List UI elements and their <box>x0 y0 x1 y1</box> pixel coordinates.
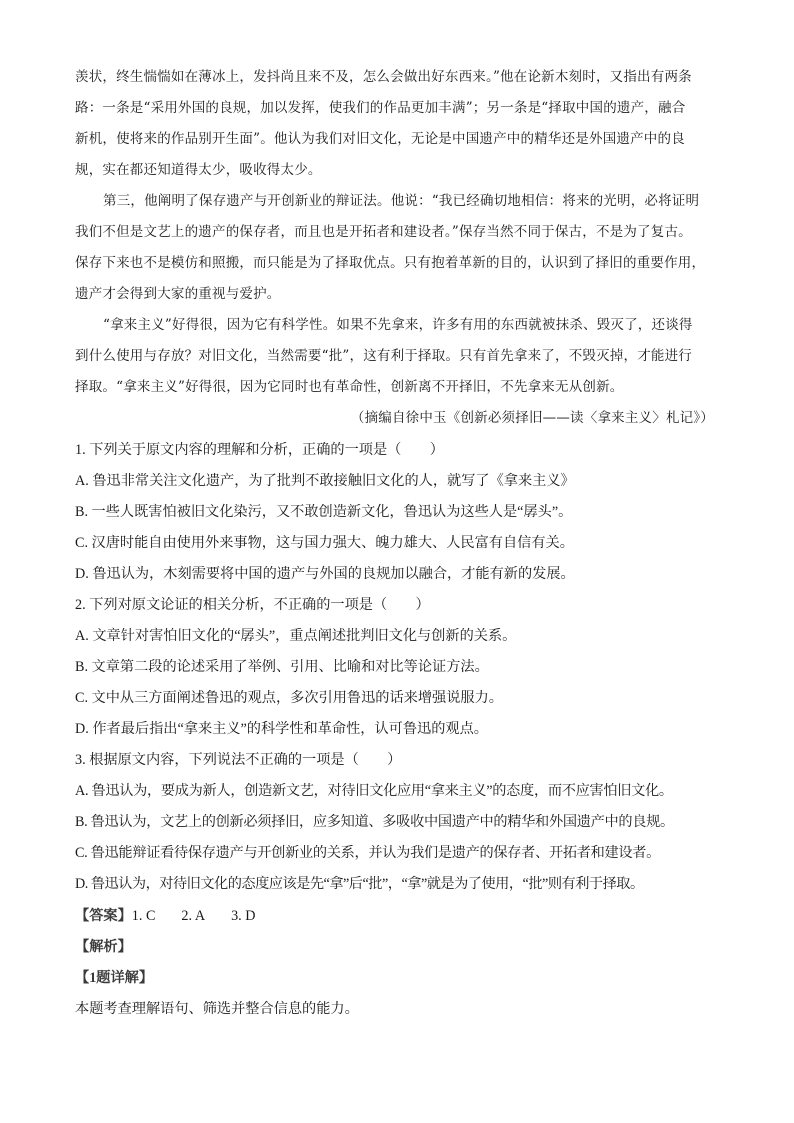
question-stem: 2. 下列对原文论证的相关分析，不正确的一项是（ ） <box>75 597 430 613</box>
question-option: B. 文章第二段的论述采用了举例、引用、比喻和对比等论证方法。 <box>75 659 489 675</box>
analysis-detail-label: 【1题详解】 <box>75 970 154 986</box>
passage-line: 到什么使用与存放？对旧文化，当然需要“批”，这有利于择取。只有首先拿来了，不毁灭掉，才能进行 <box>75 348 693 364</box>
passage-line: 遗产才会得到大家的重视与爱护。 <box>75 286 281 302</box>
question-option: D. 鲁迅认为，木刻需要将中国的遗产与外国的良规加以融合，才能有新的发展。 <box>75 566 575 582</box>
question-option: B. 一些人既害怕被旧文化染污，又不敢创造新文化，鲁迅认为这些人是“孱头”。 <box>75 504 573 520</box>
answer-item: 3. D <box>231 908 256 924</box>
passage-line: 新机，使将来的作品别开生面”。他认为我们对旧文化，无论是中国遗产中的精华还是外国遗产中的良 <box>75 131 685 147</box>
analysis-label: 【解析】 <box>75 939 132 955</box>
passage-line: 择取。“拿来主义”好得很，因为它同时也有革命性，创新离不开择旧，不先拿来无从创新。 <box>75 379 624 395</box>
passage-line: “拿来主义”好得很，因为它有科学性。如果不先拿来，许多有用的东西就被抹杀、毁灭了，还谈得 <box>103 317 693 333</box>
question-option: B. 鲁迅认为，文艺上的创新必须择旧，应多知道、多吸收中国遗产中的精华和外国遗产中的良规。 <box>75 814 674 830</box>
question-option: C. 文中从三方面阐述鲁迅的观点，多次引用鲁迅的话来增强说服力。 <box>75 690 503 706</box>
passage-line: 规，实在都还知道得太少，吸收得太少。 <box>75 162 322 178</box>
passage-source: （摘编自徐中玉《创新必须择旧——读〈拿来主义〉札记》） <box>350 410 714 426</box>
question-option: C. 汉唐时能自由使用外来事物，这与国力强大、魄力雄大、人民富有自信有关。 <box>75 535 574 551</box>
question-stem: 3. 根据原文内容，下列说法不正确的一项是（ ） <box>75 752 402 768</box>
answer-line <box>75 906 720 926</box>
answer-item: 1. C <box>131 908 156 924</box>
passage-line: 保存下来也不是模仿和照搬，而只能是为了择取优点。只有抱着革新的目的，认识到了择旧的重要作用， <box>75 255 706 271</box>
question-option: A. 文章针对害怕旧文化的“孱头”，重点阐述批判旧文化与创新的关系。 <box>75 628 517 644</box>
question-option: C. 鲁迅能辩证看待保存遗产与开创新业的关系，并认为我们是遗产的保存者、开拓者和建设者。 <box>75 845 661 861</box>
analysis-detail-text: 本题考查理解语句、筛选并整合信息的能力。 <box>75 1001 359 1017</box>
passage-line: 路：一条是“采用外国的良规，加以发挥，使我们的作品更加丰满”；另一条是“择取中国的遗产，融合 <box>75 100 686 116</box>
question-option: D. 鲁迅认为，对待旧文化的态度应该是先“拿”后“批”，“拿”就是为了使用，“批”则有利于择取。 <box>75 876 644 892</box>
passage-line: 羡状，终生惴惴如在薄冰上，发抖尚且来不及，怎么会做出好东西来。”他在论新木刻时，又指出有两条 <box>75 69 692 85</box>
answer-item: 2. A <box>181 908 206 924</box>
answer-label: 【答案】 <box>75 908 132 924</box>
passage-line: 我们不但是文艺上的遗产的保存者，而且也是开拓者和建设者。”保存当然不同于保古，不是为了复古。 <box>75 224 692 240</box>
question-option: A. 鲁迅认为，要成为新人，创造新文艺，对待旧文化应用“拿来主义”的态度，而不应害怕旧文化。 <box>75 783 673 799</box>
question-stem: 1. 下列关于原文内容的理解和分析，正确的一项是（ ） <box>75 442 444 458</box>
question-option: A. 鲁迅非常关注文化遗产，为了批判不敢接触旧文化的人，就写了《拿来主义》 <box>75 473 575 489</box>
passage-line: 第三，他阐明了保存遗产与开创新业的辩证法。他说：“我已经确切地相信：将来的光明，必将证明 <box>103 193 700 209</box>
question-option: D. 作者最后指出“拿来主义”的科学性和革命性，认可鲁迅的观点。 <box>75 721 488 737</box>
